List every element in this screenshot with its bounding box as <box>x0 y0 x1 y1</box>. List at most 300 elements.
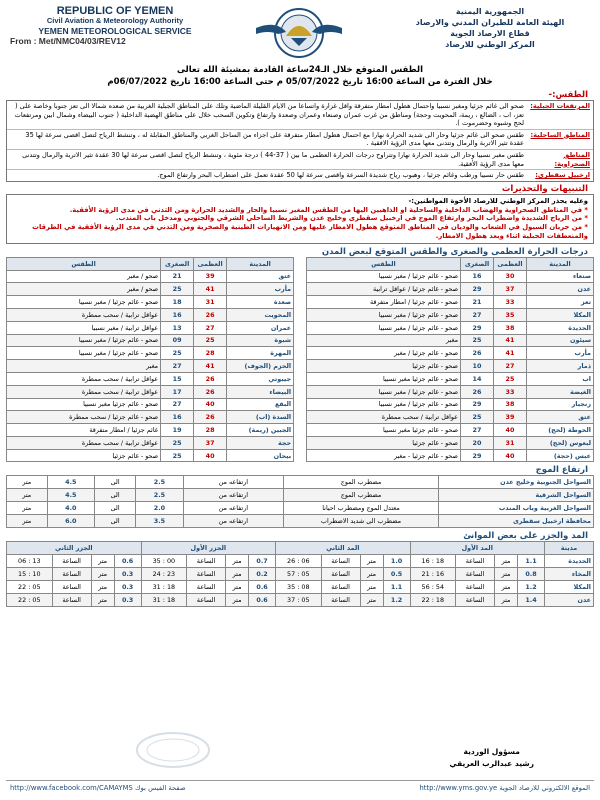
tide-unit: متر <box>360 568 383 581</box>
min-temp-cell: 29 <box>461 321 494 334</box>
wave-from-cell: 2.0 <box>136 502 184 515</box>
min-temp-cell: 16 <box>161 411 194 424</box>
table-row <box>7 502 594 515</box>
wave-to-cell: 4.0 <box>47 502 95 515</box>
max-temp-cell: 40 <box>194 449 227 462</box>
bulletin-title <box>6 64 594 88</box>
weather-cell: صحو - غائم جزئيا / مغبر نسبيا <box>306 321 460 334</box>
tide-time-cell: 05 : 57 <box>276 568 321 581</box>
min-temp-cell: 14 <box>461 372 494 385</box>
warnings-heading: التنبيهات والتحذيرات <box>501 183 588 194</box>
tide-height-cell: 0.3 <box>114 581 141 594</box>
tide-time-cell: 18 : 31 <box>141 594 186 607</box>
weather-cell: مغبر <box>306 334 460 347</box>
wave-area-cell: السواحل الغربية وباب المندب <box>439 502 594 515</box>
tide-time-cell: 05 : 22 <box>7 594 53 607</box>
max-temp-cell: 25 <box>494 372 527 385</box>
tide-time-cell: 23 : 24 <box>141 568 186 581</box>
weather-cell: صحو - غائم جزئيا / سحب ممطرة <box>7 411 161 424</box>
header-ar-authority: الهيئة العامة للطيران المدني والارصاد <box>415 18 565 27</box>
warning-item: * من جريان السيول في الشعاب والوديان في المناطق المتوقع هطول الامطار عليها ومن الانهيارات الطينية والصخرية ومن التدني في مدى الرؤية الأفقية في الطرقات والمنعطفات الجبلية اثناء وبعد هطول الامطار. <box>32 223 588 240</box>
weather-cell: عواقل ترابية / سحب ممطرة <box>7 385 161 398</box>
wave-unit: متر <box>7 502 48 515</box>
tide-time-cell: 05 : 37 <box>276 594 321 607</box>
tide-time-label: الساعة <box>456 581 495 594</box>
city-cell: المكلا <box>527 308 594 321</box>
weather-row <box>7 130 593 150</box>
max-temp-cell: 41 <box>494 347 527 360</box>
col-max: العظمى <box>194 257 227 270</box>
weather-cell: صحو - غائم جزئيا <box>306 436 460 449</box>
table-row <box>7 360 294 373</box>
tide-city-cell: الحديدة <box>545 555 594 568</box>
tide-time-cell: 18 : 31 <box>141 581 186 594</box>
weather-cell: عواقل ترابية / مغبر نسبيا <box>7 321 161 334</box>
max-temp-cell: 40 <box>494 424 527 437</box>
weather-cell: صحو - غائم جزئيا / مغبر نسبيا <box>7 347 161 360</box>
tide-unit: متر <box>495 568 518 581</box>
weather-row-text: طقس مغبر نسبيا وحار الى شديد الحرارة نهارا وتتراوح درجات الحرارة العظمى ما بين ( 37-44 ) درجة مئوية ، وتنشط الرياح لتصل اقصى سرعة لها 30 عقدة تثير الاتربة والرمال وتتدنى معها مدى الرؤية الأفقية. <box>22 150 524 168</box>
table-row <box>306 372 593 385</box>
table-row <box>7 424 294 437</box>
tide-time-cell: 00 : 35 <box>141 555 186 568</box>
table-row <box>7 334 294 347</box>
city-cell: عدن <box>527 283 594 296</box>
weather-row <box>7 170 593 181</box>
tide-city-cell: المكلا <box>545 581 594 594</box>
tide-time-label: الساعة <box>187 555 226 568</box>
min-temp-cell: 25 <box>161 283 194 296</box>
min-temp-cell: 15 <box>161 372 194 385</box>
city-cell: جيبوتي <box>227 372 294 385</box>
city-cell: الجبين (ريمة) <box>227 424 294 437</box>
weather-cell: صحو - غائم جزئيا / مغبر نسبيا <box>7 296 161 309</box>
wave-to-cell: 6.0 <box>47 515 95 528</box>
weather-row-text: صحو الى غائم جزئيا ومغبر نسبيا واحتمال هطول امطار متفرقة واقل غزارة واتساعا من الايام القليلة الماضية وتلك على المناطق الجبلية الغربية من صعده شمالا الى تعز جنوبا وخاصة على ( تعز، اب ، الضالع ، ريمة، المحويت وحجة) ومناطق من غرب عمران وصنعاء وعمران وصعدة وارتفاع وتكوين السحب خلال على مناطق الهضبة الداخلية ( جنوب البيضاء وشمال ابين ومرتفعات لحج وشبوه وحضرموت ). <box>14 102 524 128</box>
tide-unit: متر <box>495 594 518 607</box>
wave-from-cell: 2.5 <box>136 489 184 502</box>
max-temp-cell: 37 <box>494 283 527 296</box>
footer-website <box>419 784 590 792</box>
table-row <box>306 436 593 449</box>
city-cell: مأرب <box>527 347 594 360</box>
tide-time-label: الساعة <box>456 568 495 581</box>
max-temp-cell: 41 <box>194 283 227 296</box>
warnings-box <box>6 194 594 244</box>
weather-cell: صحو - غائم جزئيا / امطار متفرقة <box>306 296 460 309</box>
max-temp-cell: 40 <box>494 449 527 462</box>
tide-time-label: الساعة <box>187 594 226 607</box>
weather-row <box>7 150 593 170</box>
tide-unit: متر <box>360 581 383 594</box>
weather-row-text: طقس صحو الى غائم جزئيا وحار الى شديد الحرارة نهارا مع احتمال هطول امطار متفرقة على اجزاء من الساحل الغربي والمناطق المقابلة له ، وتنشط الرياح لتصل اقصى سرعة لها 35 عقدة تثير الاتربة والرمال وتتدنى معها مدى الرؤية الافقية . <box>25 130 524 148</box>
wave-state-cell: مضطرب الموج <box>284 476 439 489</box>
max-temp-cell: 38 <box>494 321 527 334</box>
table-row <box>7 385 294 398</box>
table-row <box>7 568 594 581</box>
tide-height-cell: 1.4 <box>518 594 545 607</box>
min-temp-cell: 26 <box>461 347 494 360</box>
signature-block <box>449 746 534 770</box>
header-arabic <box>390 6 590 50</box>
table-row <box>7 594 594 607</box>
tide-time-cell: 54 : 56 <box>410 581 455 594</box>
weather-cell: عواقل ترابية / سحب ممطرة <box>7 436 161 449</box>
city-cell: المحويت <box>227 308 294 321</box>
weather-table <box>6 100 594 182</box>
title-line-1: الطقس المتوقع خلال الـ24ساعة القادمة بمشيئة الله تعالى <box>176 65 424 75</box>
min-temp-cell: 18 <box>161 296 194 309</box>
office-stamp-icon <box>134 730 212 770</box>
table-row <box>7 476 594 489</box>
tide-unit: متر <box>91 555 114 568</box>
tide-time-label: الساعة <box>187 581 226 594</box>
footer-facebook-label: صفحة الفيس بوك <box>134 783 186 792</box>
tide-time-label: الساعة <box>456 594 495 607</box>
max-temp-cell: 35 <box>494 308 527 321</box>
max-temp-cell: 40 <box>194 398 227 411</box>
tide-time-label: الساعة <box>456 555 495 568</box>
table-row <box>7 489 594 502</box>
min-temp-cell: 25 <box>161 347 194 360</box>
warning-item: * في المناطق الصحراوية والهضاب الداخلية والساحلية او الذاهبين اليها من الطقس المغبر نسبيا والحار والشديد الحرارة ومن التدني في مدى الرؤية الأفقية. <box>69 205 588 214</box>
header-ar-sector: قطاع الارصاد الجوية <box>450 29 530 38</box>
tide-height-cell: 0.8 <box>518 568 545 581</box>
table-row <box>306 334 593 347</box>
wave-state-cell: مضطرب الى شديد الاضطراب <box>284 515 439 528</box>
footer <box>6 780 594 794</box>
col-weather: الطقس <box>306 257 460 270</box>
tide-time-cell: 10 : 15 <box>7 568 53 581</box>
city-cell: عمران <box>227 321 294 334</box>
tide-unit: متر <box>91 568 114 581</box>
max-temp-cell: 41 <box>494 334 527 347</box>
header-en-service: YEMEN METEOROLOGICAL SERVICE <box>38 26 192 36</box>
tide-time-label: الساعة <box>52 581 91 594</box>
tide-height-cell: 1.2 <box>518 581 545 594</box>
city-cell: الحزم (الجوف) <box>227 360 294 373</box>
weather-cell: صحو - غائم جزئيا مغبر نسبيا <box>306 424 460 437</box>
max-temp-cell: 25 <box>194 334 227 347</box>
weather-cell: صحو - غائم جزئيا <box>306 360 460 373</box>
max-temp-cell: 41 <box>194 360 227 373</box>
min-temp-cell: 27 <box>161 398 194 411</box>
table-row <box>306 270 593 283</box>
wave-state-cell: مضطرب الموج <box>284 489 439 502</box>
min-temp-cell: 25 <box>461 411 494 424</box>
warnings-intro: وعليه يحذر المركز الوطني للارصاد الأخوة المواطنين:- <box>408 196 588 205</box>
max-temp-cell: 30 <box>494 270 527 283</box>
table-row <box>7 449 294 462</box>
weather-cell: عواقل ترابية / سحب ممطرة <box>7 372 161 385</box>
table-row <box>7 347 294 360</box>
temps-table-right <box>306 257 594 463</box>
max-temp-cell: 31 <box>494 436 527 449</box>
col-weather: الطقس <box>7 257 161 270</box>
max-temp-cell: 28 <box>194 347 227 360</box>
table-row <box>7 411 294 424</box>
min-temp-cell: 21 <box>161 270 194 283</box>
tide-height-cell: 0.6 <box>114 555 141 568</box>
max-temp-cell: 26 <box>194 385 227 398</box>
tide-col-first: المد الأول <box>410 542 544 555</box>
tide-unit: متر <box>226 581 249 594</box>
weather-cell: غائم جزئيا / امطار متفرقة <box>7 424 161 437</box>
min-temp-cell: 27 <box>461 308 494 321</box>
city-cell: شبوة <box>227 334 294 347</box>
tide-time-label: الساعة <box>321 594 360 607</box>
tide-time-cell: 16 : 21 <box>410 568 455 581</box>
city-cell: حجة <box>227 436 294 449</box>
header-english <box>10 6 220 46</box>
weather-cell: صحو - غائم جزئيا - مغبر <box>306 449 460 462</box>
weather-heading: الطقس:- <box>548 90 588 100</box>
max-temp-cell: 26 <box>194 372 227 385</box>
wave-from-label: ارتفاعه من <box>183 515 283 528</box>
tide-time-label: الساعة <box>52 594 91 607</box>
table-row <box>7 283 294 296</box>
col-max: العظمى <box>494 257 527 270</box>
city-cell: عبس (حجة) <box>527 449 594 462</box>
footer-facebook <box>10 784 186 792</box>
min-temp-cell: 19 <box>161 424 194 437</box>
city-cell: تعز <box>527 296 594 309</box>
city-cell: اب <box>527 372 594 385</box>
tide-col-city: مدينة <box>545 542 594 555</box>
tide-time-cell: 18 : 16 <box>410 555 455 568</box>
bulletin-page <box>6 4 594 796</box>
min-temp-cell: 21 <box>461 296 494 309</box>
min-temp-cell: 29 <box>461 398 494 411</box>
table-row <box>7 296 294 309</box>
min-temp-cell: 16 <box>461 270 494 283</box>
table-row <box>7 515 594 528</box>
tide-time-label: الساعة <box>187 568 226 581</box>
weather-row-label: ارخبيل سقطرى: <box>535 171 590 180</box>
table-row <box>7 398 294 411</box>
city-cell: البيضاء <box>227 385 294 398</box>
authority-logo-icon <box>256 6 342 60</box>
weather-cell: صحو - غائم جزئيا مغبر نسبيا <box>306 372 460 385</box>
wave-area-cell: محافظة ارخبيل سقطرى <box>439 515 594 528</box>
min-temp-cell: 25 <box>161 436 194 449</box>
header-ar-country: الجمهورية اليمنية <box>455 7 525 16</box>
tide-height-cell: 1.0 <box>383 555 410 568</box>
city-cell: بيحان <box>227 449 294 462</box>
weather-row-text: طقس حار نسبيا ورطب وغائم جزئيا ، وهبوب رياح شديدة السرعة واقصى سرعة لها 50 عقدة تعمل على اضطراب البحر وارتفاع الموج. <box>157 171 524 180</box>
wave-area-cell: السواحل الجنوبية وخليج عدن <box>439 476 594 489</box>
footer-website-url[interactable]: http://www.yms.gov.ye <box>419 783 498 792</box>
waves-heading: ارتفاع الموج <box>535 465 588 476</box>
tide-height-cell: 0.6 <box>249 594 276 607</box>
tide-time-cell: 08 : 35 <box>276 581 321 594</box>
wave-to-cell: 4.5 <box>47 476 95 489</box>
min-temp-cell: 20 <box>461 436 494 449</box>
tide-time-cell: 13 : 06 <box>7 555 53 568</box>
tide-height-cell: 0.3 <box>114 568 141 581</box>
max-temp-cell: 27 <box>194 321 227 334</box>
city-cell: الغيضة <box>527 385 594 398</box>
max-temp-cell: 39 <box>494 411 527 424</box>
max-temp-cell: 33 <box>494 385 527 398</box>
tide-unit: متر <box>226 555 249 568</box>
table-row <box>306 449 593 462</box>
weather-cell: عواقل ترابية / سحب ممطرة <box>7 308 161 321</box>
tide-height-cell: 0.7 <box>249 555 276 568</box>
city-cell: صنعاء <box>527 270 594 283</box>
tide-city-cell: المخاء <box>545 568 594 581</box>
tide-height-cell: 1.2 <box>383 594 410 607</box>
tide-city-cell: عدن <box>545 594 594 607</box>
max-temp-cell: 27 <box>494 360 527 373</box>
tide-time-label: الساعة <box>321 568 360 581</box>
tide-height-cell: 0.5 <box>383 568 410 581</box>
min-temp-cell: 25 <box>461 334 494 347</box>
table-row <box>306 360 593 373</box>
city-cell: زنجبار <box>527 398 594 411</box>
tide-col-second: المد الثاني <box>276 542 410 555</box>
weather-row-label: المناطق الصحراوية: <box>554 150 590 168</box>
weather-cell: صحو - غائم جزئيا <box>7 449 161 462</box>
city-cell: الحوطة (لحج) <box>527 424 594 437</box>
city-cell: المهرة <box>227 347 294 360</box>
tide-unit: متر <box>91 581 114 594</box>
warning-item: * من الرياح الشديدة واضطراب البحر وارتفاع الموج في ارخبيل سقطرى وخليج عدن والشريط الساحلي الشرقي والجنوبي ومدخل باب المندب. <box>115 214 588 223</box>
signature-role: مسؤول الوردية <box>463 747 520 756</box>
tide-height-cell: 0.2 <box>249 568 276 581</box>
tide-time-cell: 06 : 26 <box>276 555 321 568</box>
col-city: المدينة <box>527 257 594 270</box>
tide-unit: متر <box>495 555 518 568</box>
signature-name: رشيد عبدالرب العريقي <box>449 759 534 768</box>
wave-from-label: ارتفاعه من <box>183 502 283 515</box>
title-line-2: خلال الفترة من الساعة 16:00 تاريخ 05/07/2022 م حتى الساعة 16:00 تاريخ 06/07/2022م <box>107 77 493 87</box>
table-row <box>7 372 294 385</box>
max-temp-cell: 33 <box>494 296 527 309</box>
tide-time-label: الساعة <box>52 568 91 581</box>
tide-time-label: الساعة <box>52 555 91 568</box>
table-row <box>7 270 294 283</box>
max-temp-cell: 37 <box>194 436 227 449</box>
table-row <box>7 436 294 449</box>
table-row <box>7 581 594 594</box>
max-temp-cell: 31 <box>194 296 227 309</box>
table-row <box>7 308 294 321</box>
min-temp-cell: 27 <box>161 360 194 373</box>
max-temp-cell: 26 <box>194 411 227 424</box>
wave-area-cell: السواحل الشرقية <box>439 489 594 502</box>
min-temp-cell: 09 <box>161 334 194 347</box>
header-ar-center: المركز الوطني للارصاد <box>445 40 535 49</box>
waves-table <box>6 475 594 528</box>
wave-from-label: ارتفاعه من <box>183 476 283 489</box>
wave-to-label: الى <box>95 489 136 502</box>
footer-website-label: الموقع الالكتروني للارصاد الجوية <box>499 783 590 792</box>
header-en-authority: Civil Aviation & Meteorology Authority <box>46 16 184 25</box>
min-temp-cell: 17 <box>161 385 194 398</box>
header-en-form: From : Met/NMC04/03/REV12 <box>10 36 126 46</box>
weather-cell: عواقل ترابية / سحب ممطرة <box>306 411 460 424</box>
min-temp-cell: 26 <box>461 385 494 398</box>
col-min: الصغرى <box>461 257 494 270</box>
max-temp-cell: 26 <box>194 308 227 321</box>
temps-tables <box>6 257 594 463</box>
wave-from-cell: 2.5 <box>136 476 184 489</box>
table-row <box>306 321 593 334</box>
table-row <box>306 424 593 437</box>
ebb-col-first: الجزر الأول <box>141 542 275 555</box>
min-temp-cell: 29 <box>461 283 494 296</box>
weather-cell: مغبر <box>7 360 161 373</box>
tide-height-cell: 0.3 <box>114 594 141 607</box>
max-temp-cell: 28 <box>194 424 227 437</box>
min-temp-cell: 29 <box>461 449 494 462</box>
city-cell: مأرب <box>227 283 294 296</box>
tide-time-cell: 05 : 22 <box>7 581 53 594</box>
tide-time-cell: 18 : 22 <box>410 594 455 607</box>
max-temp-cell: 39 <box>194 270 227 283</box>
weather-cell: صحو - غائم جزئيا / مغبر نسبيا <box>306 398 460 411</box>
tide-time-label: الساعة <box>321 555 360 568</box>
weather-cell: صحو - غائم جزئيا / مغبر نسبيا <box>306 308 460 321</box>
table-row <box>306 296 593 309</box>
min-temp-cell: 10 <box>461 360 494 373</box>
weather-cell: صحو - غائم جزئيا / مغبر نسبيا <box>306 270 460 283</box>
temps-heading: درجات الحرارة العظمى والصغرى والطقس المتوقع لبعض المدن <box>321 246 588 257</box>
tide-unit: متر <box>91 594 114 607</box>
weather-row-label: المرتفعات الجبلية: <box>530 102 590 110</box>
table-row <box>306 398 593 411</box>
wave-from-cell: 3.5 <box>136 515 184 528</box>
wave-to-cell: 4.5 <box>47 489 95 502</box>
table-row <box>306 347 593 360</box>
min-temp-cell: 27 <box>461 424 494 437</box>
city-cell: ذمار <box>527 360 594 373</box>
tides-table <box>6 541 594 607</box>
footer-facebook-url[interactable]: http://www.facebook.com/CAMAYMS <box>10 783 133 792</box>
city-cell: السدة (اب) <box>227 411 294 424</box>
header-en-country: REPUBLIC OF YEMEN <box>56 5 174 17</box>
weather-cell: صحو - غائم جزئيا / عواقل ترابية <box>306 283 460 296</box>
wave-unit: متر <box>7 476 48 489</box>
city-cell: صعدة <box>227 296 294 309</box>
min-temp-cell: 13 <box>161 321 194 334</box>
table-row <box>7 555 594 568</box>
table-row <box>306 411 593 424</box>
table-row <box>306 385 593 398</box>
weather-row-label: المناطق الساحلية: <box>530 130 590 139</box>
tide-height-cell: 1.1 <box>518 555 545 568</box>
tide-height-cell: 0.6 <box>249 581 276 594</box>
max-temp-cell: 38 <box>494 398 527 411</box>
tide-unit: متر <box>360 555 383 568</box>
wave-unit: متر <box>7 489 48 502</box>
city-cell: عتق <box>227 270 294 283</box>
tides-heading: المد والجزر على بعض الموانئ <box>463 531 588 542</box>
tide-unit: متر <box>226 594 249 607</box>
wave-from-label: ارتفاعه من <box>183 489 283 502</box>
weather-row <box>7 101 593 130</box>
table-row <box>306 308 593 321</box>
wave-to-label: الى <box>95 476 136 489</box>
min-temp-cell: 25 <box>161 449 194 462</box>
col-min: الصغرى <box>161 257 194 270</box>
temps-table-left <box>6 257 294 463</box>
weather-cell: صحو - غائم جزئيا / مغبر <box>306 347 460 360</box>
weather-cell: صحو - غائم جزئيا / مغبر نسبيا <box>306 385 460 398</box>
city-cell: الحديدة <box>527 321 594 334</box>
tide-unit: متر <box>360 594 383 607</box>
